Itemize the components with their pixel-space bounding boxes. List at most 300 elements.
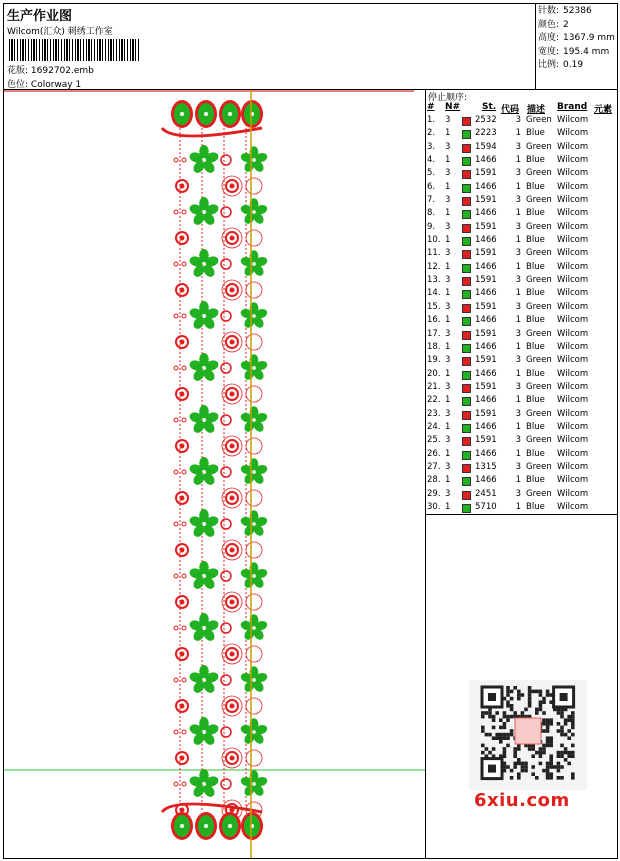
red-loop [221, 675, 231, 685]
row-index: 11. [427, 248, 441, 259]
qr-module [560, 715, 564, 719]
red-rosette-center [180, 652, 185, 657]
row-needle: 1 [445, 501, 451, 512]
row-code: 3 [515, 435, 521, 446]
qr-module [517, 747, 521, 751]
row-stitches: 1594 [475, 141, 497, 152]
red-loop [221, 571, 231, 581]
row-brand: Wilcom [557, 235, 589, 246]
qr-module [539, 762, 543, 766]
row-color-swatch [462, 504, 471, 513]
header-needle: N# [445, 102, 461, 112]
studio-subtitle: Wilcom(汇众) 刺绣工作室 [7, 27, 113, 37]
qr-module [549, 736, 553, 740]
qr-module [510, 776, 514, 780]
qr-module [546, 762, 550, 766]
qr-module [510, 690, 514, 694]
row-needle: 3 [445, 168, 451, 179]
row-description: Green [526, 115, 552, 125]
table-row [426, 275, 619, 288]
row-index: 6. [427, 181, 436, 192]
row-color-swatch [462, 170, 471, 179]
qr-module [546, 690, 550, 694]
row-color-swatch [462, 331, 471, 340]
qr-module [485, 747, 489, 751]
row-code: 1 [515, 208, 521, 219]
red-rosette-center [180, 548, 185, 553]
red-lace-ring [246, 386, 262, 402]
qr-module [521, 711, 525, 715]
qr-module [571, 726, 575, 730]
row-index: 5. [427, 168, 436, 179]
row-description: Blue [526, 261, 545, 272]
row-color-swatch [462, 491, 471, 500]
table-row [426, 195, 619, 208]
row-code: 1 [515, 128, 521, 139]
qr-module [564, 758, 568, 762]
qr-module [557, 751, 561, 755]
qr-module [488, 751, 492, 755]
qr-module [492, 736, 496, 740]
edge-loop [174, 262, 178, 266]
qr-module [510, 708, 514, 712]
table-row [426, 502, 619, 515]
row-description: Green [526, 275, 552, 286]
qr-module [571, 711, 575, 715]
qr-module [506, 686, 510, 690]
qr-module [513, 751, 517, 755]
row-stitches: 1591 [475, 195, 497, 206]
qr-module [517, 693, 521, 697]
red-lace-ring [246, 698, 262, 714]
row-color-swatch [462, 451, 471, 460]
row-brand: Wilcom [557, 381, 589, 392]
edge-loop [182, 626, 186, 630]
row-stitches: 1591 [475, 381, 497, 392]
row-stitches: 1466 [475, 475, 497, 486]
qr-module [506, 765, 510, 769]
row-code: 3 [515, 168, 521, 179]
row-brand: Wilcom [557, 141, 589, 152]
row-brand: Wilcom [557, 261, 589, 272]
row-brand: Wilcom [557, 288, 589, 299]
row-color-swatch [462, 317, 471, 326]
row-index: 8. [427, 208, 436, 219]
qr-module [567, 718, 571, 722]
header-element: 元素 [594, 105, 613, 115]
table-row [426, 182, 619, 195]
qr-module [528, 700, 532, 704]
row-index: 18. [427, 341, 441, 352]
edge-loop [182, 678, 186, 682]
row-description: Blue [526, 448, 545, 459]
row-color-swatch [462, 224, 471, 233]
row-index: 9. [427, 221, 436, 232]
qr-module [531, 754, 535, 758]
qr-code-icon [469, 680, 587, 790]
qr-module [542, 729, 546, 733]
qr-module [503, 726, 507, 730]
qr-module [546, 736, 550, 740]
row-code: 3 [515, 248, 521, 259]
row-index: 25. [427, 435, 441, 446]
row-index: 29. [427, 488, 441, 499]
qr-module [560, 733, 564, 737]
row-index: 27. [427, 461, 441, 472]
qr-module [503, 715, 507, 719]
qr-module [560, 744, 564, 748]
qr-module [506, 690, 510, 694]
row-needle: 1 [445, 235, 451, 246]
red-lace-ring [246, 230, 262, 246]
qr-module [503, 733, 507, 737]
row-index: 17. [427, 328, 441, 339]
row-brand: Wilcom [557, 115, 589, 125]
row-color-swatch [462, 250, 471, 259]
row-needle: 1 [445, 261, 451, 272]
row-index: 3. [427, 141, 436, 152]
edge-loop [182, 158, 186, 162]
table-row [426, 315, 619, 328]
row-code: 3 [515, 221, 521, 232]
row-color-swatch [462, 384, 471, 393]
stop-sequence-title: 停止顺序: [428, 93, 468, 103]
row-needle: 3 [445, 195, 451, 206]
red-loop [221, 779, 231, 789]
red-loop [221, 415, 231, 425]
edge-loop [182, 522, 186, 526]
red-loop [221, 259, 231, 269]
edge-loop [174, 522, 178, 526]
row-stitches: 1591 [475, 355, 497, 366]
scallop-dot [204, 824, 208, 828]
qr-module [506, 693, 510, 697]
row-needle: 1 [445, 288, 451, 299]
qr-module [567, 751, 571, 755]
qr-module [571, 733, 575, 737]
qr-module [495, 733, 499, 737]
row-needle: 1 [445, 421, 451, 432]
row-brand: Wilcom [557, 328, 589, 339]
red-rosette-center [180, 444, 185, 449]
red-loop [221, 311, 231, 321]
qr-module [503, 751, 507, 755]
scallop-edge [162, 128, 262, 136]
row-color-swatch [462, 277, 471, 286]
row-color-swatch [462, 464, 471, 473]
header-brand: Brand [557, 102, 588, 112]
qr-module [571, 715, 575, 719]
row-index: 23. [427, 408, 441, 419]
qr-module [517, 690, 521, 694]
red-loop [221, 207, 231, 217]
qr-module [528, 704, 532, 708]
row-index: 10. [427, 235, 441, 246]
qr-module [542, 769, 546, 773]
row-color-swatch [462, 184, 471, 193]
row-code: 3 [515, 195, 521, 206]
row-color-swatch [462, 397, 471, 406]
table-row [426, 395, 619, 408]
qr-module [499, 718, 503, 722]
qr-module [549, 722, 553, 726]
qr-module [539, 747, 543, 751]
qr-module [503, 736, 507, 740]
table-row [426, 222, 619, 235]
row-color-swatch [462, 477, 471, 486]
qr-module [546, 765, 550, 769]
table-row [426, 369, 619, 382]
row-needle: 1 [445, 181, 451, 192]
row-brand: Wilcom [557, 341, 589, 352]
row-index: 30. [427, 501, 441, 512]
table-row [426, 329, 619, 342]
edge-loop [174, 574, 178, 578]
edge-loop [174, 314, 178, 318]
row-stitches: 2532 [475, 115, 497, 125]
qr-module [539, 700, 543, 704]
row-brand: Wilcom [557, 421, 589, 432]
row-description: Blue [526, 475, 545, 486]
row-code: 1 [515, 448, 521, 459]
table-row [426, 449, 619, 462]
qr-module [499, 733, 503, 737]
table-row [426, 355, 619, 368]
row-description: Blue [526, 155, 545, 166]
row-stitches: 1466 [475, 395, 497, 406]
qr-module [564, 747, 568, 751]
row-code: 1 [515, 288, 521, 299]
qr-module [481, 726, 485, 730]
row-needle: 3 [445, 248, 451, 259]
row-code: 3 [515, 408, 521, 419]
qr-module [531, 765, 535, 769]
qr-module [485, 711, 489, 715]
row-brand: Wilcom [557, 195, 589, 206]
qr-module [549, 718, 553, 722]
edge-loop [182, 262, 186, 266]
red-rosette-center [230, 392, 235, 397]
qr-module [546, 744, 550, 748]
qr-module [546, 722, 550, 726]
row-needle: 3 [445, 408, 451, 419]
qr-module [510, 704, 514, 708]
row-stitches: 1466 [475, 261, 497, 272]
row-color-swatch [462, 411, 471, 420]
qr-module [503, 711, 507, 715]
qr-module [517, 697, 521, 701]
scallop-dot [228, 112, 232, 116]
qr-module [513, 711, 517, 715]
table-row [426, 462, 619, 475]
row-stitches: 1466 [475, 341, 497, 352]
red-loop [221, 623, 231, 633]
row-code: 3 [515, 381, 521, 392]
qr-module [560, 729, 564, 733]
table-row [426, 235, 619, 248]
row-color-swatch [462, 264, 471, 273]
red-rosette-center [230, 444, 235, 449]
row-brand: Wilcom [557, 475, 589, 486]
qr-module [564, 718, 568, 722]
row-code: 3 [515, 115, 521, 125]
qr-module [571, 772, 575, 776]
row-stitches: 1591 [475, 221, 497, 232]
qr-module [510, 729, 514, 733]
qr-module [481, 715, 485, 719]
row-brand: Wilcom [557, 395, 589, 406]
table-row [426, 115, 619, 128]
qr-module [513, 747, 517, 751]
qr-module [517, 776, 521, 780]
row-color-swatch [462, 344, 471, 353]
row-needle: 1 [445, 475, 451, 486]
row-code: 1 [515, 235, 521, 246]
qr-module [531, 690, 535, 694]
row-code: 1 [515, 155, 521, 166]
row-stitches: 1591 [475, 408, 497, 419]
edge-loop [174, 470, 178, 474]
qr-module [557, 762, 561, 766]
edge-loop [182, 730, 186, 734]
row-brand: Wilcom [557, 128, 589, 139]
qr-module [521, 765, 525, 769]
table-row [426, 208, 619, 221]
qr-module [564, 722, 568, 726]
qr-module [560, 751, 564, 755]
qr-module [553, 765, 557, 769]
row-brand: Wilcom [557, 355, 589, 366]
qr-module [539, 754, 543, 758]
qr-finder-core [488, 693, 496, 701]
qr-module [503, 722, 507, 726]
table-row [426, 342, 619, 355]
row-code: 1 [515, 421, 521, 432]
red-rosette-center [230, 184, 235, 189]
table-row [426, 168, 619, 181]
row-needle: 1 [445, 315, 451, 326]
stat-scale: 比例: 0.19 [538, 60, 584, 70]
red-rosette-center [180, 756, 185, 761]
row-index: 24. [427, 421, 441, 432]
stop-sequence-rows [426, 115, 619, 515]
table-row [426, 248, 619, 261]
qr-module [492, 726, 496, 730]
row-stitches: 2451 [475, 488, 497, 499]
qr-module [481, 729, 485, 733]
page-title: 生产作业图 [7, 9, 73, 24]
qr-module [499, 736, 503, 740]
row-color-swatch [462, 210, 471, 219]
qr-module [542, 744, 546, 748]
qr-module [528, 697, 532, 701]
qr-module [549, 776, 553, 780]
qr-module [542, 697, 546, 701]
colorway-value: Colorway 1 [30, 80, 82, 90]
qr-module [546, 772, 550, 776]
row-description: Blue [526, 368, 545, 379]
header-stitches: St. [482, 102, 497, 112]
qr-finder-core [560, 693, 568, 701]
header-code: 代码 [501, 105, 520, 115]
qr-module [571, 722, 575, 726]
qr-module [546, 726, 550, 730]
embroidery-design [4, 90, 425, 858]
qr-module [510, 769, 514, 773]
watermark-site: 6xiu.com [474, 790, 570, 811]
row-index: 2. [427, 128, 436, 139]
qr-module [549, 762, 553, 766]
qr-module [492, 715, 496, 719]
edge-loop [182, 782, 186, 786]
qr-module [517, 762, 521, 766]
edge-loop [182, 210, 186, 214]
qr-module [506, 715, 510, 719]
row-code: 3 [515, 301, 521, 312]
red-rosette-center [180, 184, 185, 189]
qr-module [567, 736, 571, 740]
qr-module [546, 776, 550, 780]
row-index: 1. [427, 115, 436, 125]
row-code: 3 [515, 355, 521, 366]
qr-module [542, 751, 546, 755]
row-stitches: 1466 [475, 421, 497, 432]
qr-module [528, 690, 532, 694]
edge-loop [182, 574, 186, 578]
row-color-swatch [462, 290, 471, 299]
qr-module [488, 733, 492, 737]
row-brand: Wilcom [557, 248, 589, 259]
row-code: 1 [515, 341, 521, 352]
qr-module [535, 690, 539, 694]
row-brand: Wilcom [557, 435, 589, 446]
edge-loop [182, 470, 186, 474]
qr-module [557, 754, 561, 758]
qr-module [571, 744, 575, 748]
row-index: 14. [427, 288, 441, 299]
qr-module [513, 762, 517, 766]
edge-loop [174, 210, 178, 214]
qr-module [510, 715, 514, 719]
qr-module [542, 718, 546, 722]
row-needle: 1 [445, 155, 451, 166]
row-description: Blue [526, 421, 545, 432]
table-row [426, 262, 619, 275]
table-row [426, 155, 619, 168]
qr-module [528, 747, 532, 751]
row-index: 26. [427, 448, 441, 459]
qr-module [481, 744, 485, 748]
edge-loop [174, 158, 178, 162]
qr-module [524, 762, 528, 766]
qr-module [546, 718, 550, 722]
red-loop [221, 363, 231, 373]
row-stitches: 1466 [475, 208, 497, 219]
row-brand: Wilcom [557, 408, 589, 419]
qr-module [571, 718, 575, 722]
row-code: 3 [515, 275, 521, 286]
qr-module [524, 765, 528, 769]
qr-module [549, 765, 553, 769]
edge-loop [174, 678, 178, 682]
row-needle: 3 [445, 488, 451, 499]
qr-module [542, 700, 546, 704]
row-stitches: 1466 [475, 368, 497, 379]
edge-loop [174, 418, 178, 422]
barcode [9, 39, 141, 61]
qr-module [481, 751, 485, 755]
qr-module [524, 769, 528, 773]
